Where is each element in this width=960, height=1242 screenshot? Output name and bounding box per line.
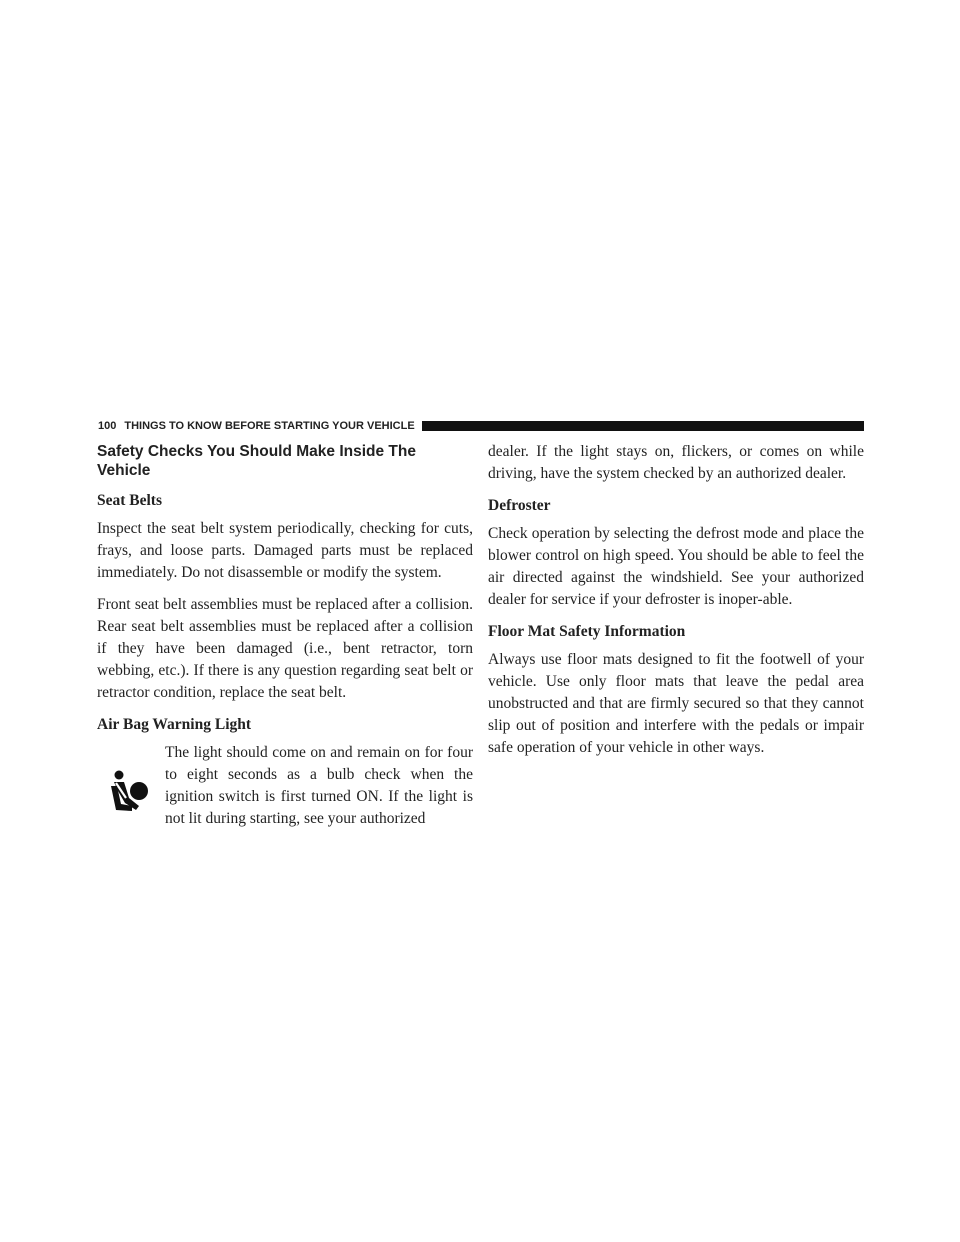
air-bag-heading: Air Bag Warning Light [97,716,252,733]
seat-belts-heading: Seat Belts [97,492,163,509]
running-head-title: THINGS TO KNOW BEFORE STARTING YOUR VEHICLE [124,420,415,432]
defroster-heading: Defroster [488,497,551,514]
seat-belts-paragraph-2: Front seat belt assemblies must be replaced after a collision. Rear seat belt assemblies must be replaced after a collision if they have been damaged (i.e., bent retractor, torn webbing, etc.). If there is any question regarding seat belt or retractor condition, replace the seat belt. [97,596,473,701]
header-rule [422,421,864,431]
defroster-paragraph: Check operation by selecting the defrost mode and place the blower control on high speed. You should be able to feel the air directed against the windshield. See your authorized dealer for service if your defroster is inoper-able. [488,525,864,608]
airbag-warning-icon [105,764,157,816]
left-column [97,442,473,840]
air-bag-continued-paragraph: dealer. If the light stays on, flickers, or comes on while driving, have the system checked by an authorized dealer. [488,443,864,482]
right-column [488,441,864,769]
running-header [98,418,864,434]
floor-mat-paragraph: Always use floor mats designed to fit the footwell of your vehicle. Use only floor mats that leave the pedal area unobstructed and that are firmly secured so that they cannot slip out of position and interfere with the pedals or impair safe operation of your vehicle in other ways. [488,651,864,756]
seat-belts-paragraph-1: Inspect the seat belt system periodically, checking for cuts, frays, and loose parts. Damaged parts must be replaced immediately. Do not disassemble or modify the system. [97,520,473,581]
page-number: 100 [98,420,117,432]
section-title: Safety Checks You Should Make Inside The Vehicle [97,443,416,479]
air-bag-paragraph: The light should come on and remain on for four to eight seconds as a bulb check when the ignition switch is first turned ON. If the light is not lit during starting, see your authorized [165,744,473,827]
air-bag-warning-block [97,742,473,840]
floor-mat-heading: Floor Mat Safety Information [488,623,686,640]
